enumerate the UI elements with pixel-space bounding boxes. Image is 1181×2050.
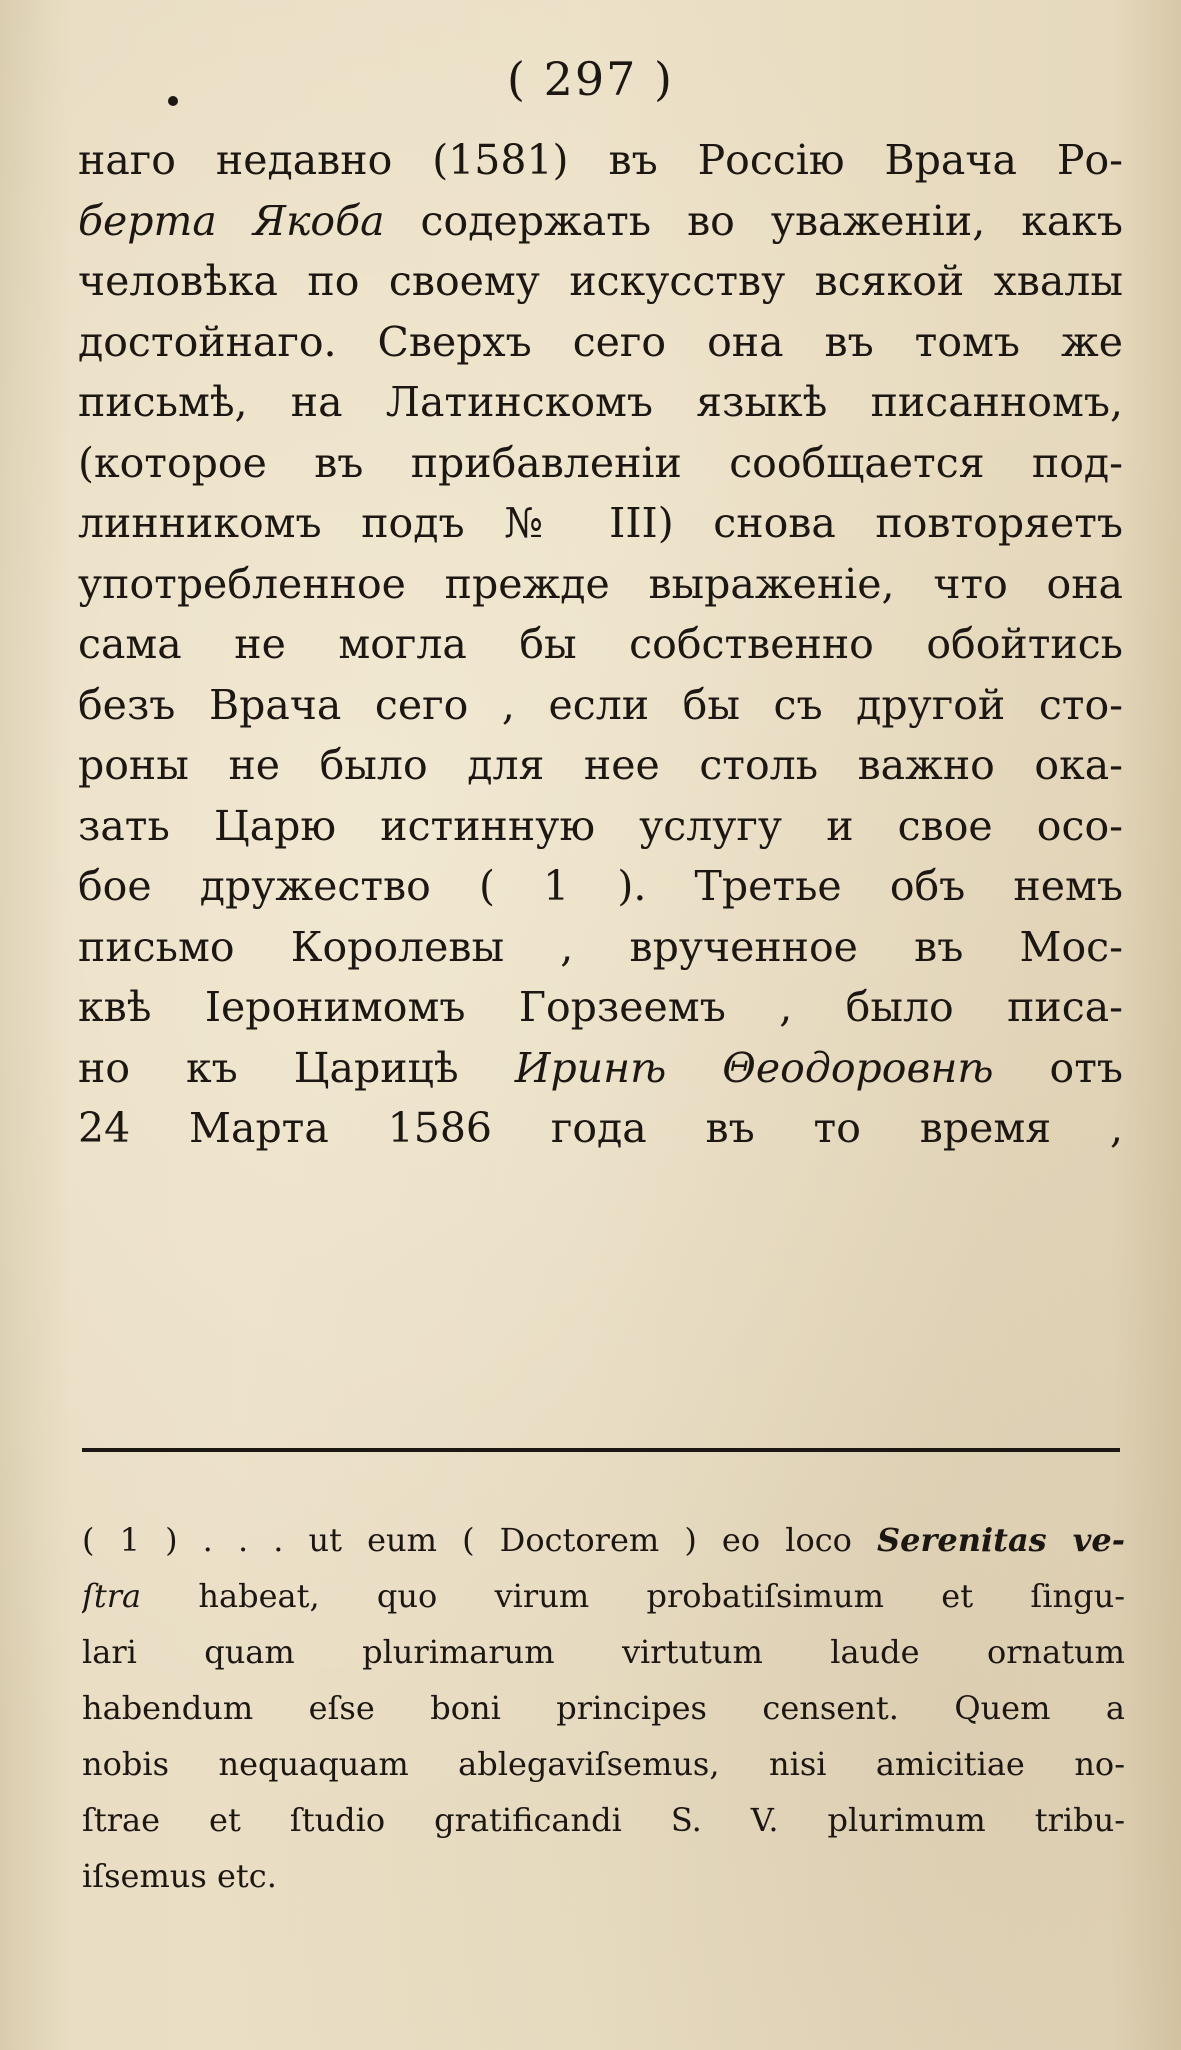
text-fragment: содержать во уваженіи, какъ <box>384 196 1123 245</box>
text-line <box>78 1038 1123 1099</box>
italic-phrase: ſtra <box>82 1577 142 1615</box>
text-line: безъ Врача сего , если бы съ другой сто- <box>78 680 1123 729</box>
footnote-line: habendum eſse boni principes censent. Quem a <box>82 1689 1125 1727</box>
text-line: зать Царю истинную услугу и свое осо- <box>78 801 1123 850</box>
text-fragment: ( 1 ) . . . ut eum ( Doctorem ) eo loco <box>82 1521 878 1559</box>
text-fragment: но къ Царицѣ <box>78 1043 515 1092</box>
page-number: ( 297 ) <box>507 52 674 106</box>
text-fragment: отъ <box>993 1043 1123 1092</box>
text-line: (которое въ прибавленіи сообщается под- <box>78 438 1123 487</box>
text-line: бое дружество ( 1 ). Третье объ немъ <box>78 862 1123 910</box>
text-line: письмо Королевы , врученное въ Мос- <box>78 922 1123 971</box>
text-line: письмѣ, на Латинскомъ языкѣ писанномъ, <box>78 378 1123 426</box>
text-line <box>78 191 1123 252</box>
footnote-line <box>82 1568 1125 1624</box>
footnote-line <box>82 1512 1125 1568</box>
text-line: 24 Марта 1586 года въ то время , <box>78 1104 1123 1152</box>
footnote <box>82 1512 1125 1904</box>
text-line: человѣка по своему искусству всякой хвалы <box>78 257 1123 305</box>
text-line: роны не было для нее столь важно ока- <box>78 741 1123 789</box>
footnote-line: nobis nequaquam ablegaviſsemus, nisi amicitiae no- <box>82 1745 1125 1783</box>
text-line: сама не могла бы собственно обойтись <box>78 620 1123 668</box>
footnote-line: iſsemus etc. <box>82 1857 277 1895</box>
italic-phrase: Serenitas ve- <box>877 1521 1125 1559</box>
text-line: достойнаго. Сверхъ сего она въ томъ же <box>78 317 1123 366</box>
footnote-divider <box>82 1448 1120 1452</box>
italic-name: Иринѣ Θеодоровнѣ <box>514 1043 994 1092</box>
text-line: линникомъ подъ № III) снова повторяетъ <box>78 499 1123 547</box>
italic-name: берта Якоба <box>78 196 385 245</box>
footnote-line: lari quam plurimarum virtutum laude ornatum <box>82 1633 1125 1671</box>
text-line: квѣ Іеронимомъ Горзеемъ , было писа- <box>78 983 1123 1031</box>
text-fragment: habeat, quo virum probatiſsimum et ſingu- <box>141 1577 1125 1615</box>
footnote-line: ſtrae et ſtudio gratificandi S. V. plurimum tribu- <box>82 1801 1125 1839</box>
body-text <box>78 130 1123 1159</box>
text-line: употребленное прежде выраженіе, что она <box>78 559 1123 608</box>
text-line: наго недавно (1581) въ Россію Врача Ро- <box>78 136 1123 184</box>
